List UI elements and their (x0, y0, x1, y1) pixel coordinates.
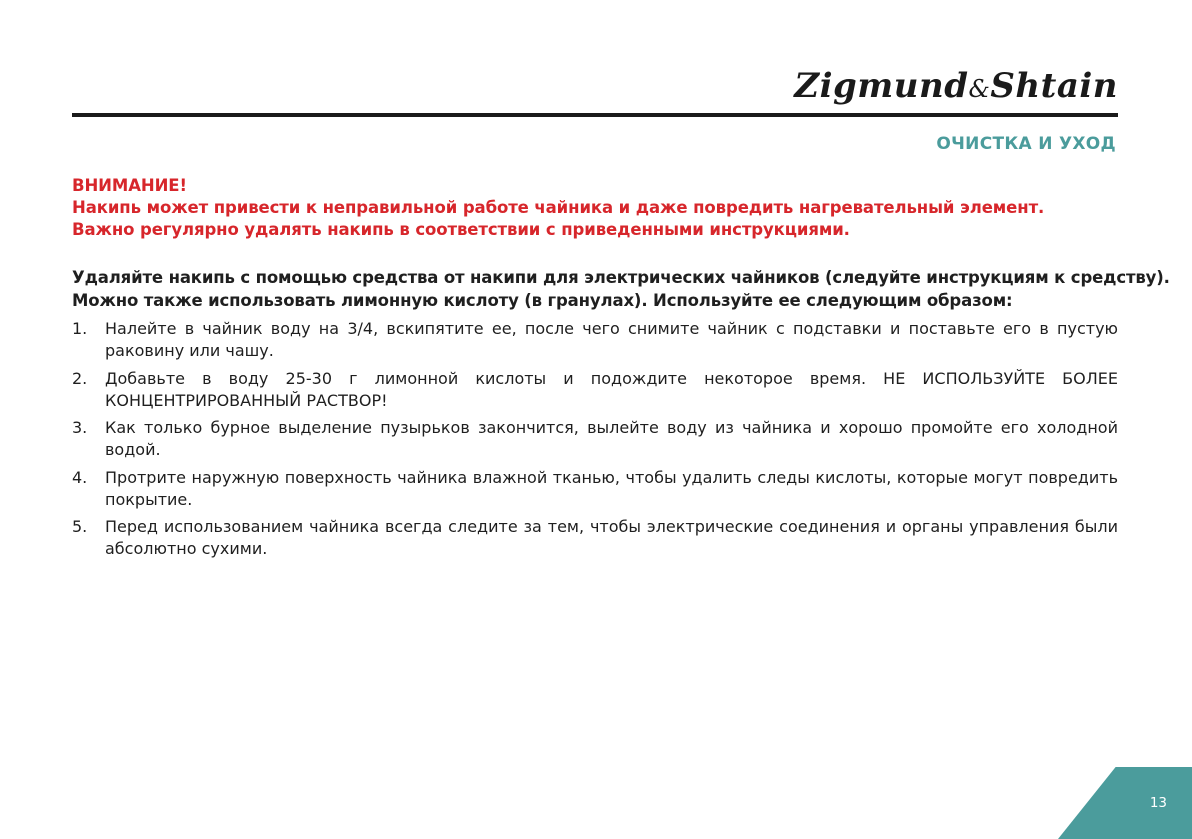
step-item (72, 368, 1118, 412)
brand-logo (794, 66, 1118, 106)
step-item (72, 417, 1118, 461)
step-number: 3. (72, 418, 88, 437)
step-text: Протрите наружную поверхность чайника влажной тканью, чтобы удалить следы кислоты, которые могут повредить покрытие. (105, 467, 1118, 509)
step-text: Как только бурное выделение пузырьков закончится, вылейте воду из чайника и хорошо промойте его холодной водой. (105, 418, 1118, 459)
intro-block (72, 267, 1170, 312)
step-number: 4. (72, 467, 88, 487)
step-item (72, 467, 1118, 511)
step-text: Налейте в чайник воду на 3/4, вскипятите ее, после чего снимите чайник с подставки и поставьте его в пустую раковину или чашу. (105, 319, 1118, 360)
step-number: 2. (72, 368, 88, 388)
page-corner-accent (1058, 767, 1192, 839)
intro-line-2: Можно также использовать лимонную кислоту (в гранулах). Используйте ее следующим образом: (72, 290, 1013, 310)
warning-line-1: Накипь может привести к неправильной работе чайника и даже повредить нагревательный элемент. (72, 198, 1045, 217)
header-divider (72, 113, 1118, 117)
brand-logo-left: Zigmund (794, 66, 969, 106)
step-item (72, 516, 1118, 560)
brand-logo-ampersand: & (968, 75, 991, 103)
intro-line-1: Удаляйте накипь с помощью средства от накипи для электрических чайников (следуйте инструкциям к средству). (72, 268, 1170, 287)
warning-heading: ВНИМАНИЕ! (72, 176, 187, 195)
section-title: ОЧИСТКА И УХОД (936, 134, 1116, 154)
warning-block (72, 175, 1118, 241)
page-number: 13 (1149, 795, 1167, 811)
step-text: Добавьте в воду 25-30 г лимонной кислоты и подождите некоторое время. НЕ ИСПОЛЬЗУЙТЕ БОЛЕЕ КОНЦЕНТРИРОВАННЫЙ РАСТВОР! (105, 368, 1118, 410)
steps-list (72, 318, 1118, 566)
step-text: Перед использованием чайника всегда следите за тем, чтобы электрические соединения и органы управления были абсолютно сухими. (105, 517, 1118, 558)
brand-logo-right: Shtain (990, 66, 1118, 106)
step-number: 5. (72, 517, 88, 536)
step-number: 1. (72, 319, 88, 338)
warning-line-2: Важно регулярно удалять накипь в соответствии с приведенными инструкциями. (72, 220, 850, 239)
step-item (72, 318, 1118, 362)
